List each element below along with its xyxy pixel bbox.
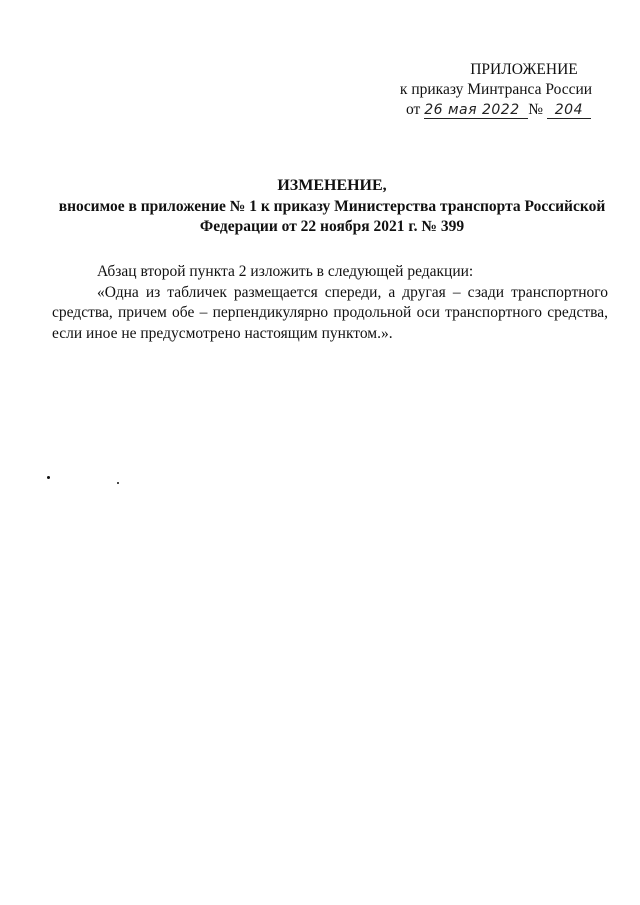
appendix-number-handwritten: 204 (554, 102, 583, 118)
title-main: ИЗМЕНЕНИЕ, (277, 177, 387, 194)
appendix-header (396, 60, 596, 120)
appendix-number-field (547, 102, 591, 119)
appendix-order-reference: к приказу Минтранса России (399, 81, 593, 98)
title-subtitle-line-1: вносимое в приложение № 1 к приказу Министерства транспорта Российской (58, 198, 606, 215)
appendix-heading: ПРИЛОЖЕНИЕ (470, 61, 578, 78)
body-paragraph-2: «Одна из табличек размещается спереди, а другая – сзади транспортного средства, причем обе – перпендикулярно продольной оси транспортного средства, если иное не предусмотрено настоящим пунктом.». (52, 283, 608, 342)
document-body (52, 262, 608, 344)
title-subtitle-line-2: Федерации от 22 ноября 2021 г. № 399 (199, 218, 465, 235)
appendix-date-handwritten: 26 мая 2022 (424, 102, 520, 118)
body-paragraph-1: Абзац второй пункта 2 изложить в следующей редакции: (97, 263, 474, 280)
appendix-number-label: № (528, 101, 543, 118)
scan-speck-2 (117, 482, 119, 484)
appendix-date-field (424, 102, 528, 119)
appendix-from-prefix: от (406, 101, 421, 118)
appendix-date-number-line (396, 100, 596, 120)
scan-speck-1 (47, 476, 50, 479)
document-title (50, 176, 614, 237)
